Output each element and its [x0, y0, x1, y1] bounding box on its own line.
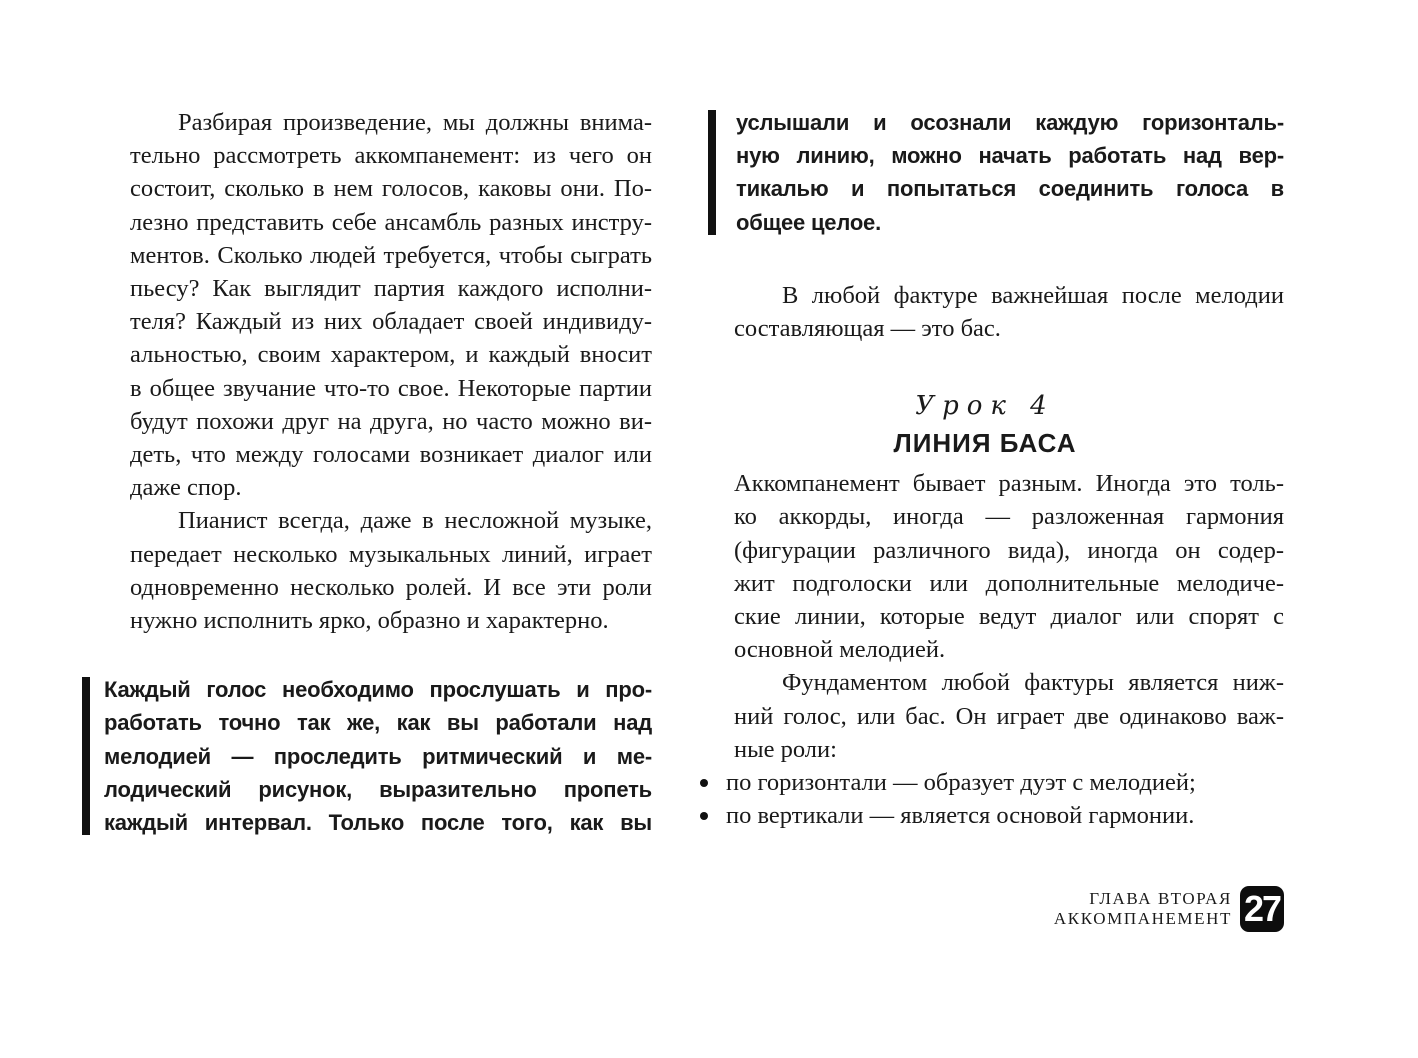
text-line: тельно рассмотреть аккомпанемент: из чего он — [130, 142, 652, 170]
section-label: АККОМПАНЕМЕНТ — [1053, 909, 1232, 928]
text-line: Фундаментом любой фактуры является ниж- — [782, 669, 1284, 697]
text-line: ные роли: — [734, 735, 837, 763]
page-footer — [1020, 886, 1284, 934]
list-item-text: по горизонтали — образует дуэт с мелодией; — [726, 769, 1196, 797]
text-line: ские линии, которые ведут диалог или спорят с — [734, 603, 1284, 631]
callout-box — [82, 673, 652, 839]
left-column — [82, 106, 652, 839]
paragraph — [686, 467, 1284, 666]
text-line: ментов. Сколько людей требуется, чтобы сыграть — [130, 241, 652, 269]
bullet-icon — [700, 779, 708, 787]
callout-line: работать точно так же, как вы работали над — [104, 710, 652, 736]
callout-line: услышали и осознали каждую горизонталь- — [736, 110, 1284, 135]
text-line: пьесу? Как выглядит партия каждого исполни- — [130, 275, 652, 303]
text-line: передает несколько музыкальных линий, играет — [130, 540, 652, 568]
list-item-text: по вертикали — является основой гармонии. — [726, 802, 1195, 830]
callout-bar — [708, 110, 716, 235]
callout-line: общее целое. — [736, 209, 882, 235]
page-number: 27 — [1240, 886, 1284, 932]
lesson-title: ЛИНИЯ БАСА — [893, 428, 1077, 459]
callout-bar — [82, 677, 90, 835]
callout-box — [708, 106, 1284, 239]
list-item — [686, 766, 1284, 799]
callout-line: лодический рисунок, выразительно пропеть — [104, 776, 652, 802]
text-line: даже спор. — [130, 474, 242, 502]
running-footer — [1054, 889, 1232, 929]
text-line: состоит, сколько в нем голосов, каковы они. По- — [130, 175, 652, 203]
chapter-label: ГЛАВА ВТОРАЯ — [1089, 889, 1232, 908]
text-line: нужно исполнить ярко, образно и характерно. — [130, 607, 609, 635]
text-line: Разбирая произведение, мы должны внима- — [178, 109, 652, 136]
text-line: составляющая — это бас. — [734, 315, 1001, 343]
right-column — [686, 106, 1284, 832]
text-line: теля? Каждый из них обладает своей индивиду- — [130, 308, 652, 336]
text-line: ний голос, или бас. Он играет две одинаково важ- — [734, 702, 1284, 730]
callout-line: каждый интервал. Только после того, как вы — [104, 810, 652, 836]
callout-line: тикалью и попытаться соединить голоса в — [736, 176, 1284, 202]
text-line: Пианист всегда, даже в несложной музыке, — [178, 507, 652, 535]
text-line: лезно представить себе ансамбль разных инстру- — [130, 208, 652, 236]
text-line: деть, что между голосами возникает диалог или — [130, 441, 652, 469]
callout-line: Каждый голос необходимо прослушать и про- — [104, 677, 652, 703]
text-line: (фигурации различного вида), иногда он содер- — [734, 536, 1284, 564]
text-line: Аккомпанемент бывает разным. Иногда это толь- — [734, 470, 1284, 498]
text-line: основной мелодией. — [734, 636, 946, 664]
bullet-icon — [700, 812, 708, 820]
bullet-list — [686, 766, 1284, 832]
callout-line: ную линию, можно начать работать над вер- — [736, 143, 1284, 169]
callout-line: мелодией — проследить ритмический и ме- — [104, 743, 652, 769]
paragraph — [686, 666, 1284, 766]
text-line: одновременно несколько ролей. И все эти роли — [130, 573, 652, 601]
text-line: В любой фактуре важнейшая после мелодии — [782, 281, 1284, 309]
paragraph — [686, 279, 1284, 345]
lesson-label: Урок 4 — [915, 391, 1055, 422]
text-line: будут похожи друг на друга, но часто можно ви- — [130, 407, 652, 435]
paragraph — [82, 106, 652, 504]
text-line: альностью, своим характером, и каждый вносит — [130, 341, 652, 369]
text-line: ко аккорды, иногда — разложенная гармония — [734, 503, 1284, 531]
paragraph — [82, 504, 652, 637]
text-line: в общее звучание что-то свое. Некоторые партии — [130, 374, 652, 402]
list-item — [686, 799, 1284, 832]
text-line: жит подголоски или дополнительные мелодиче- — [734, 569, 1284, 597]
